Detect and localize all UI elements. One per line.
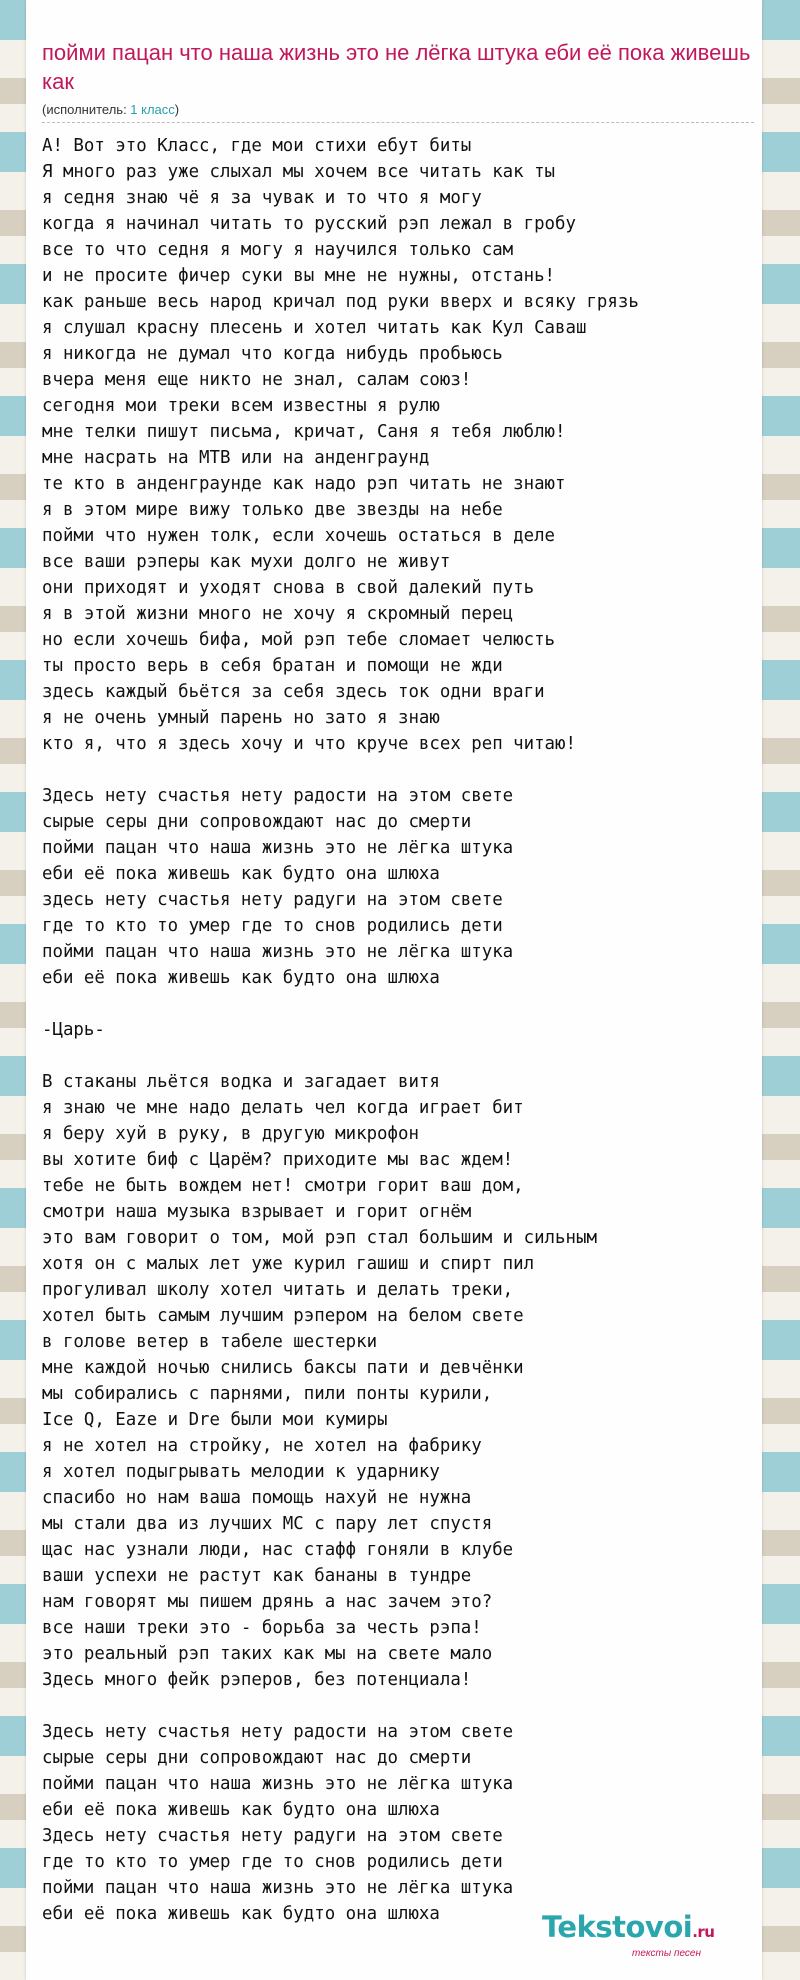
song-title: пойми пацан что наша жизнь это не лёгка штука еби её пока живешь как bbox=[42, 40, 751, 94]
artist-line bbox=[42, 101, 754, 119]
lyrics-text: А! Вот это Класс, где мои стихи ебут биты Я много раз уже слыхал мы хочем все читать как ты я седня знаю чё я за чувак и то что я могу когда я начинал читать то русский рэп лежал в гробу все то что седня я могу я научился только сам и не просите фичер суки вы мне не нужны, отстань! как раньше весь народ кричал под руки вверх и всяку грязь я слушал красну плесень и хотел читать как Кул Саваш я никогда не думал что когда нибудь пробьюсь вчера меня еще никто не знал, салам союз! сегодня мои треки всем известны я рулю мне телки пишут письма, кричат, Саня я тебя люблю! мне насрать на МТВ или на анденграунд те кто в анденграунде как надо рэп читать не знают я в этом мире вижу только две звезды на небе пойми что нужен толк, если хочешь остаться в деле все ваши рэперы как мухи долго не живут они приходят и уходят снова в свой далекий путь я в этой жизни много не хочу я скромный перец но если хочешь бифа, мой рэп тебе сломает челюсть ты просто верь в себя братан и помощи не жди здесь каждый бьётся за себя здесь ток одни враги я не очень умный парень но зато я знаю кто я, что я здесь хочу и что круче всех реп читаю! Здесь нету счастья нету радости на этом свете сырые серы дни сопровождают нас до смерти пойми пацан что наша жизнь это не лёгка штука еби её пока живешь как будто она шлюха здесь нету счастья нету радуги на этом свете где то кто то умер где то снов родились дети пойми пацан что наша жизнь это не лёгка штука еби её пока живешь как будто она шлюха -Царь- В стаканы льётся водка и загадает витя я знаю че мне надо делать чел когда играет бит я беру хуй в руку, в другую микрофон вы хотите биф с Царём? приходите мы вас ждем! тебе не быть вождем нет! смотри горит ваш дом, смотри наша музыка взрывает и горит огнём это вам говорит о том, мой рэп стал большим и сильным хотя он с малых лет уже курил гашиш и спирт пил прогуливал школу хотел читать и делать треки, хотел быть самым лучшим рэпером на белом свете в голове ветер в табеле шестерки мне каждой ночью снились баксы пати и девчёнки мы собирались с парнями, пили понты курили, Ice Q, Eaze и Dre были мои кумиры я не хотел на стройку, не хотел на фабрику я хотел подыгрывать мелодии к ударнику спасибо но нам ваша помощь нахуй не нужна мы стали два из лучших МС с пару лет спустя щас нас узнали люди, нас стафф гоняли в клубе ваши успехи не растут как бананы в тундре нам говорят мы пишем дрянь а нас зачем это? все наши треки это - борьба за честь рэпа! это реальный рэп таких как мы на свете мало Здесь много фейк рэперов, без потенциала! Здесь нету счастья нету радости на этом свете сырые серы дни сопровождают нас до смерти пойми пацан что наша жизнь это не лёгка штука еби её пока живешь как будто она шлюха Здесь нету счастья нету радуги на этом свете где то кто то умер где то снов родились дети пойми пацан что наша жизнь это не лёгка штука еби её пока живешь как будто она шлюха bbox=[42, 136, 639, 1924]
logo-tld: .ru bbox=[692, 1923, 715, 1941]
title-divider bbox=[42, 122, 754, 123]
lyrics-page bbox=[26, 0, 762, 1980]
tekstovoi-logo[interactable] bbox=[542, 1910, 714, 1944]
logo-text: Tekstovoi bbox=[542, 1910, 693, 1944]
artist-link[interactable]: 1 класс bbox=[130, 102, 175, 117]
artist-prefix: (исполнитель: bbox=[42, 102, 131, 117]
logo-tagline: тексты песен bbox=[632, 1948, 701, 1959]
artist-suffix: ) bbox=[174, 102, 180, 117]
